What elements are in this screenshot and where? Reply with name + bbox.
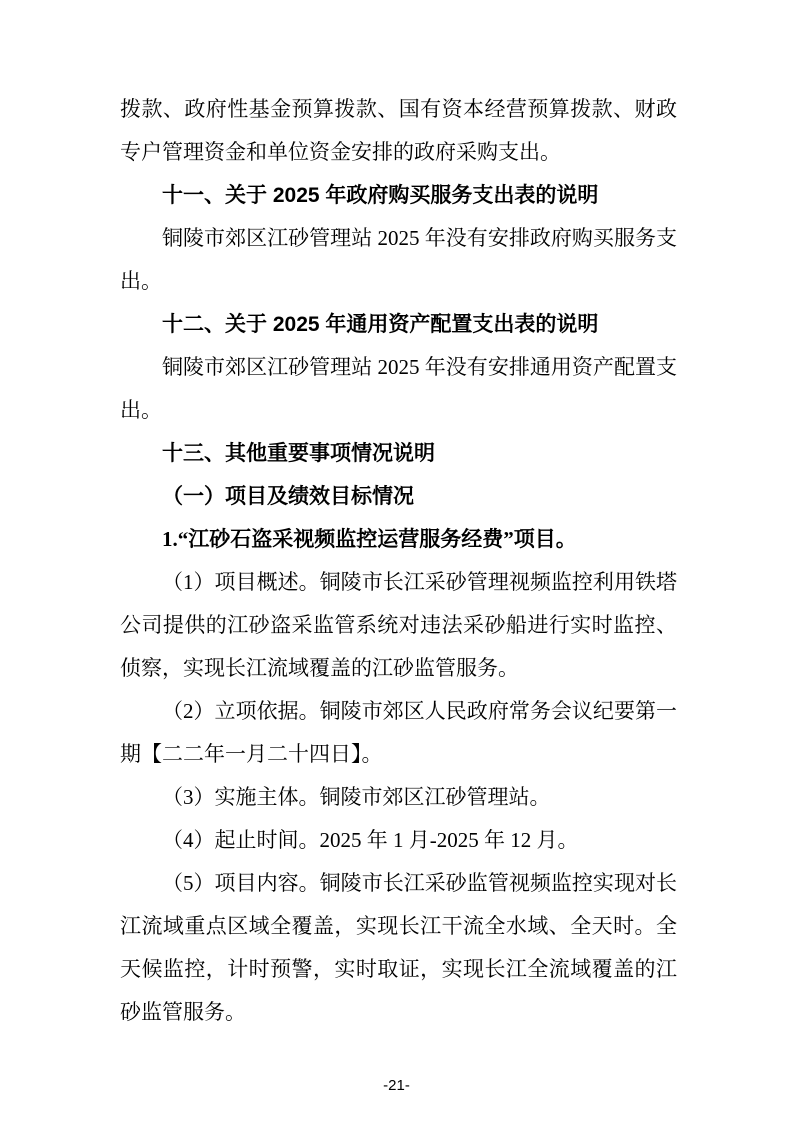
section-heading-13: 十三、其他重要事项情况说明 xyxy=(162,442,435,465)
paragraph-project-duration: （4）起止时间。2025 年 1 月-2025 年 12 月。 xyxy=(162,828,579,852)
paragraph-project-content: （5）项目内容。铜陵市长江采砂监管视频监控实现对长江流域重点区域全覆盖，实现长江干流全水域、全天时。全天候监控，计时预警，实时取证，实现长江全流域覆盖的江砂监管服务。 xyxy=(120,871,677,1024)
paragraph-no-asset-allocation: 铜陵市郊区江砂管理站 2025 年没有安排通用资产配置支出。 xyxy=(120,355,677,422)
section-heading-12: 十二、关于 2025 年通用资产配置支出表的说明 xyxy=(162,313,599,336)
subsection-heading-project-1: 1.“江砂石盗采视频监控运营服务经费”项目。 xyxy=(162,527,577,551)
page-number: -21- xyxy=(383,1077,410,1094)
page-footer xyxy=(0,1077,793,1094)
paragraph-no-purchase-service: 铜陵市郊区江砂管理站 2025 年没有安排政府购买服务支出。 xyxy=(120,226,677,293)
page-content xyxy=(120,88,677,1034)
paragraph-project-entity: （3）实施主体。铜陵市郊区江砂管理站。 xyxy=(162,785,551,809)
paragraph-project-basis: （2）立项依据。铜陵市郊区人民政府常务会议纪要第一期【二二年一月二十四日】。 xyxy=(120,699,677,766)
paragraph-project-overview: （1）项目概述。铜陵市长江采砂管理视频监控利用铁塔公司提供的江砂盗采监管系统对违法采砂船进行实时监控、侦察，实现长江流域覆盖的江砂监管服务。 xyxy=(120,570,677,680)
paragraph-procurement-continuation: 拨款、政府性基金预算拨款、国有资本经营预算拨款、财政专户管理资金和单位资金安排的政府采购支出。 xyxy=(120,97,677,164)
subsection-heading-project-goals: （一）项目及绩效目标情况 xyxy=(162,484,414,508)
section-heading-11: 十一、关于 2025 年政府购买服务支出表的说明 xyxy=(162,184,599,207)
